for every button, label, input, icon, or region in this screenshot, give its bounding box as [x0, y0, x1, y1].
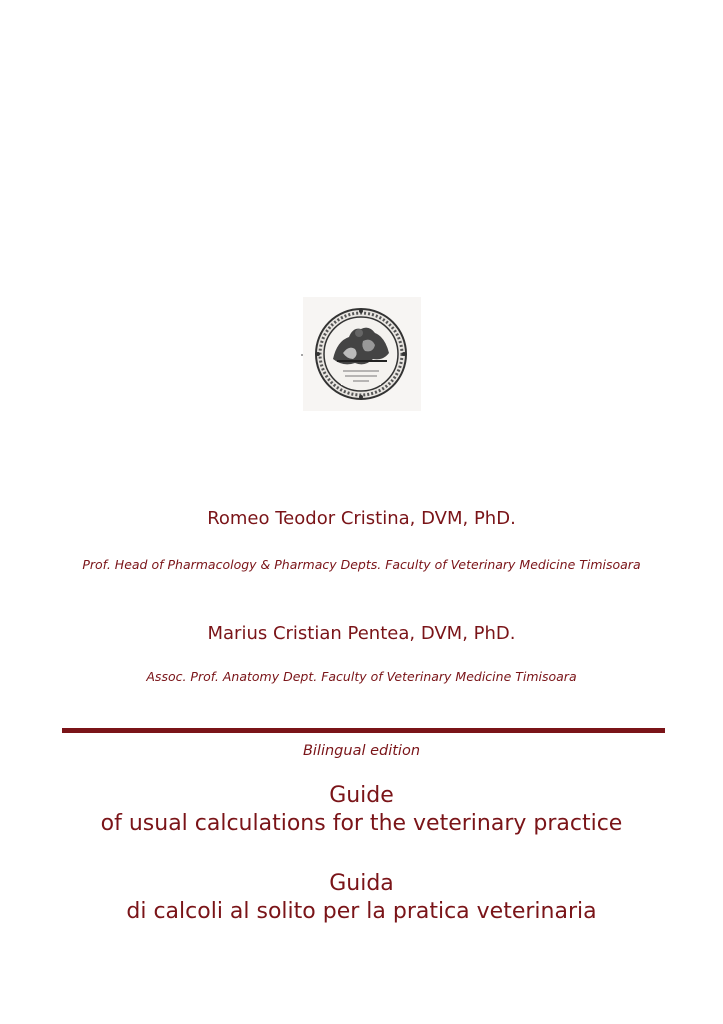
author-affiliation-1: Prof. Head of Pharmacology & Pharmacy Depts. Faculty of Veterinary Medicine Timisoara: [82, 557, 641, 572]
title-english-heading: Guide: [329, 783, 394, 808]
edition-label: Bilingual edition: [302, 743, 421, 759]
seal-icon: [303, 297, 421, 411]
divider-rule: [62, 728, 665, 733]
title-english-subtitle: of usual calculations for the veterinary practice: [100, 811, 623, 836]
author-name-1: Romeo Teodor Cristina, DVM, PhD.: [207, 508, 516, 529]
author-affiliation-2: Assoc. Prof. Anatomy Dept. Faculty of Veterinary Medicine Timisoara: [146, 669, 577, 684]
title-italian-heading: Guida: [329, 871, 394, 896]
university-seal: [303, 297, 421, 411]
author-name-2: Marius Cristian Pentea, DVM, PhD.: [207, 623, 516, 644]
title-italian-subtitle: di calcoli al solito per la pratica veterinaria: [126, 899, 597, 924]
